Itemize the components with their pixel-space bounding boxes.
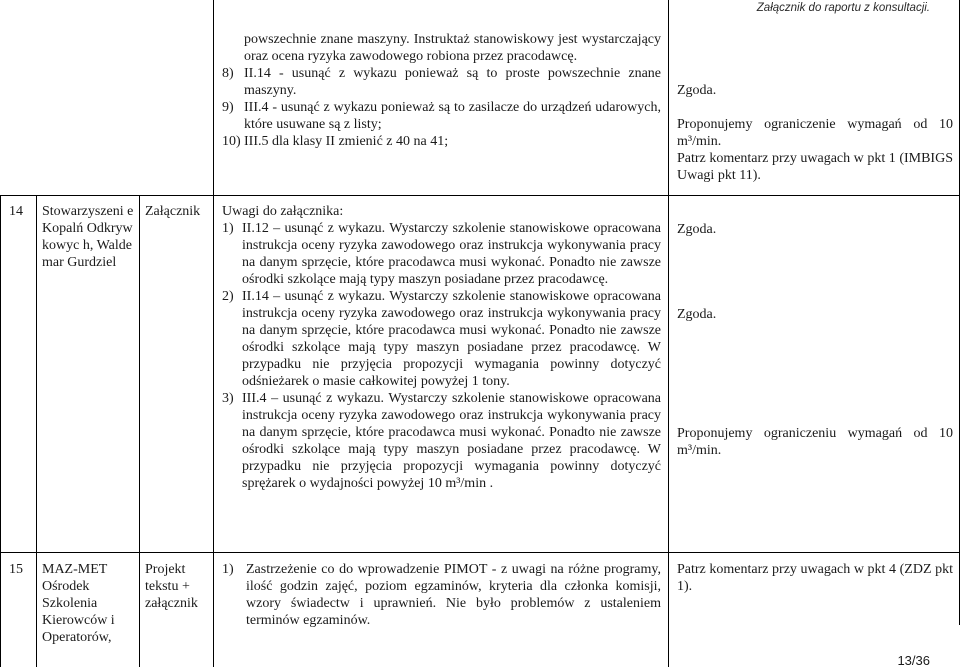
row15-response: Patrz komentarz przy uwagach w pkt 4 (ZDZ pkt 1).: [677, 562, 953, 594]
row-divider-13-14: [0, 195, 960, 196]
top-block-remarks: [222, 31, 661, 150]
response-limit: Proponujemy ograniczenie wymagań od 10 m³/min.: [677, 117, 953, 149]
list-item: [222, 288, 661, 390]
row14-response-1: Zgoda.: [677, 222, 717, 237]
page-number: 13/36: [897, 653, 930, 668]
row15-organization: MAZ-MET Ośrodek Szkolenia Kierowców i Operatorów,: [42, 562, 115, 645]
top-remarks-list: [222, 65, 661, 150]
list-item: [222, 133, 661, 150]
item-number: 8): [222, 66, 234, 81]
item-number: 9): [222, 100, 234, 115]
col-divider-3: [213, 0, 214, 667]
table-border-left: [0, 195, 1, 667]
top-block-response: [677, 82, 953, 184]
col-divider-2: [139, 195, 140, 667]
response-zgoda: Zgoda.: [677, 83, 717, 98]
col-divider-4: [668, 0, 669, 667]
row15-remarks: [222, 561, 661, 629]
row14-remarks-list: [222, 220, 661, 492]
list-item: [222, 561, 661, 629]
list-item: [222, 390, 661, 492]
item-number: 10): [222, 134, 241, 149]
item-text: III.4 - usunąć z wykazu ponieważ są to zasilacze do urządzeń udarowych, które usuwane są z listy;: [244, 100, 661, 132]
continuation-text: powszechnie znane maszyny. Instruktaż stanowiskowy jest wystarczający oraz ocena ryzyka zawodowego robiona przez pracodawcę.: [244, 32, 661, 64]
item-text: III.4 – usunąć z wykazu. Wystarczy szkolenie stanowiskowe opracowana instrukcja oceny ryzyka zawodowego oraz instrukcja wykonywania pracy na danym sprzęcie, które pracodawca musi wykonać. Ponadto nie zawsze ośrodki szkolące mają typy maszyn posiadane przez pracodawcę. W przypadku nie przyjęcia propozycji wymagania powinny dotyczyć sprężarek o wydajności powyżej 10 m³/min .: [242, 391, 661, 491]
row15-remarks-list: [222, 561, 661, 629]
row14-document: Załącznik: [145, 204, 201, 219]
item-text: III.5 dla klasy II zmienić z 40 na 41;: [244, 134, 449, 149]
item-text: Zastrzeżenie co do wprowadzenie PIMOT - z uwagi na różne programy, ilość godzin zajęć, poziom egzaminów, kryteria dla członka komisji, wzory świadectw i uprawnień. Nie było problemów z ustaleniem terminów egzaminów.: [246, 562, 661, 628]
row15-document: Projekt tekstu + załącznik: [145, 562, 198, 611]
row15-number: 15: [9, 562, 23, 577]
list-item: [222, 220, 661, 288]
item-text: II.14 - usunąć z wykazu ponieważ są to proste powszechnie znane maszyny.: [244, 66, 661, 98]
item-number: 1): [222, 221, 234, 236]
row14-response-3: Proponujemy ograniczeniu wymagań od 10 m³/min.: [677, 426, 953, 458]
item-text: II.14 – usunąć z wykazu. Wystarczy szkolenie stanowiskowe opracowana instrukcja oceny ryzyka zawodowego oraz instrukcja wykonywania pracy na danym sprzęcie, które pracodawca musi wykonać. Ponadto nie zawsze ośrodki szkolące mają typy maszyn posiadane przez pracodawcę. W przypadku nie przyjęcia propozycji wymagania powinny dotyczyć odśnieżarek o masie całkowitej powyżej 1 tony.: [242, 289, 661, 389]
response-reference: Patrz komentarz przy uwagach w pkt 1 (IMBIGS Uwagi pkt 11).: [677, 151, 953, 183]
list-item: [222, 99, 661, 133]
document-header-note: Załącznik do raportu z konsultacji.: [756, 2, 930, 14]
item-number: 3): [222, 391, 234, 406]
item-number: 1): [222, 562, 234, 577]
item-text: II.12 – usunąć z wykazu. Wystarczy szkolenie stanowiskowe opracowana instrukcja oceny ryzyka zawodowego oraz instrukcja wykonywania pracy na danym sprzęcie, które pracodawca musi wykonać. Ponadto nie zawsze ośrodki szkolące mają typy maszyn posiadane przez pracodawcę.: [242, 221, 661, 287]
col-divider-1: [36, 195, 37, 667]
row-divider-14-15: [0, 552, 960, 553]
remarks-intro: Uwagi do załącznika:: [222, 204, 344, 219]
row14-number: 14: [9, 204, 23, 219]
row14-organization: Stowarzyszeni e Kopalń Odkrywkowyc h, Waldemar Gurdziel: [42, 204, 134, 270]
row14-response-2: Zgoda.: [677, 307, 717, 322]
row14-remarks: [222, 203, 661, 492]
item-number: 2): [222, 289, 234, 304]
list-item: [222, 65, 661, 99]
